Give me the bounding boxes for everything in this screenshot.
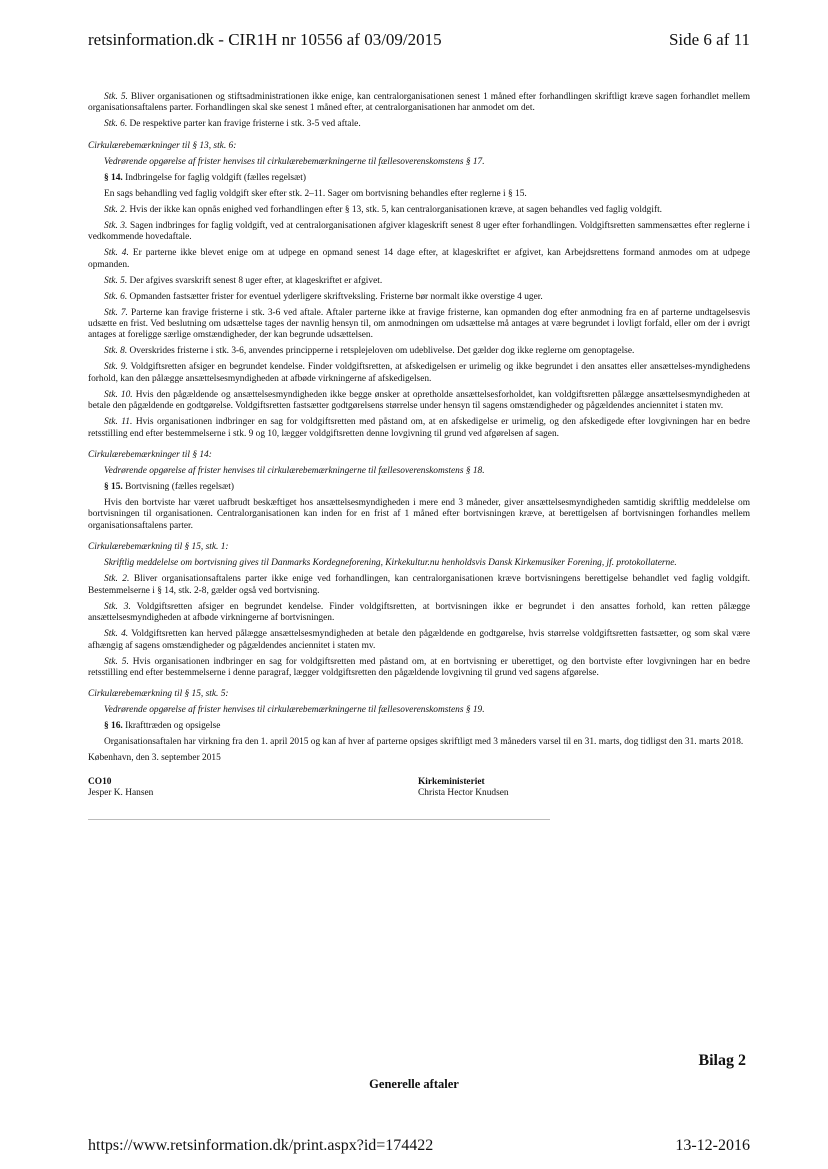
paragraph-text: Hvis organisationen indbringer en sag for voldgiftsretten med påstand om, at en bortvisning er uberettiget, og den bortviste efter lovgivningen har en bedre retsstilling end efter bestemmelserne i denne paragraf, lægger voldgiftsretten den pågældende lovgivning til grund ved sagens afgørelse. [88,656,750,678]
signature-right [418,777,509,800]
subsection-label: Stk. 8. [104,346,128,357]
subsection-paragraph [88,92,750,115]
subsection-paragraph [88,574,750,597]
commentary-heading: Cirkulærebemærkninger til § 13, stk. 6: [88,140,237,151]
signature-left [88,777,153,800]
signatory-org: CO10 [88,776,112,787]
paragraph-text: Hvis der ikke kan opnås enighed ved forhandlingen efter § 13, stk. 5, kan centralorganisationen kræve, at sagen behandles ved faglig voldgift. [127,204,663,215]
subsection-paragraph [88,629,750,652]
place-date: København, den 3. september 2015 [88,753,221,764]
subsection-label: Stk. 6. [104,119,128,130]
paragraph-text: Hvis organisationen indbringer en sag for voldgiftsretten med påstand om, at en afskedigelse er urimelig, og den afskedigede efter lovgivningen har en bedre retsstilling end efter bestemmelserne i stk. 9 og 10, lægger voldgiftsretten denne lovgivning til grund ved afgørelsen af sagen. [88,417,750,439]
commentary-heading: Cirkulærebemærkning til § 15, stk. 5: [88,689,229,700]
subsection-label: Stk. 3. [104,220,128,231]
paragraph-text: Voldgiftsretten kan herved pålægge ansættelsesmyndigheden at betale den pågældende en godtgørelse, hvis størrelse voldgiftsretten fastsætter, og som skal være afhængig af sagens omstændigheder og pågældendes anciennitet i staten mv. [88,629,750,651]
divider [88,819,550,820]
subsection-paragraph [88,276,750,287]
annex-label: Bilag 2 [698,1052,746,1069]
section-number: § 14. [104,172,123,183]
document-body [88,92,750,817]
paragraph-text: Overskrides fristerne i stk. 3-6, anvendes principperne i retsplejeloven om udeblivelse. Det gælder dog ikke reglerne om genoptagelse. [127,346,635,357]
paragraph-text: Bortvisning (fælles regelsæt) [122,482,234,493]
subsection-paragraph [88,362,750,385]
paragraph-text: Bliver organisationen og stiftsadministrationen ikke enige, kan centralorganisationen senest 1 måned efter forhandlingen skriftligt kræve sagen forhandlet mellem organisationsaftalens parter. Forhandlingen skal ske senest 1 måned efter, at centralorganisationen har anmodet om det. [88,92,750,114]
subsection-label: Stk. 9. [104,362,128,373]
paragraph-text: Der afgives svarskrift senest 8 uger efter, at klageskriftet er afgivet. [127,275,383,286]
paragraph-text: Opmanden fastsætter frister for eventuel yderligere skriftveksling. Fristerne bør normalt ikke overstige 4 uger. [127,291,543,302]
source-url: https://www.retsinformation.dk/print.aspx?id=174422 [88,1137,434,1154]
subsection-label: Stk. 7. [104,307,128,318]
subsection-paragraph [88,602,750,625]
subsection-label: Stk. 6. [104,291,128,302]
signature-block [88,777,750,817]
subsection-paragraph [88,205,750,216]
paragraph-text: Parterne kan fravige fristerne i stk. 3-6 ved aftale. Aftaler parterne ikke at fravige fristerne, kan opmanden dog efter anmodning fra en af parterne undtagelsesvis udsætte en frist. Ved beslutning om udsættelse tages der navnlig hensyn til, om anmodningen om udsættelse må antages at være begrundet i lovligt forfald, eller om der i øvrigt antages at foreligge særlige omstændigheder, der kan begrunde udsættelsen. [88,307,750,341]
subsection-paragraph [88,248,750,271]
paragraph: Hvis den bortviste har været uafbrudt beskæftiget hos ansættelsesmyndigheden i mere end 3 måneder, giver ansættelsesmyndigheden samtidig skriftlig meddelelse om bortvisningen til organisationen. Centralorganisationen kan inden for en frist af 1 måned efter bortvisningen kræve, at berettigelsen af bortvisningen forhandles mellem organisationsaftalens parter. [88,498,750,531]
commentary-note: Vedrørende opgørelse af frister henvises til cirkulærebemærkningerne til fællesoverenskomstens § 19. [104,705,485,716]
paragraph-text: Bliver organisationsaftalens parter ikke enige ved forhandlingen, kan centralorganisationen kræve bortvisningens berettigelse behandlet ved faglig voldgift. Bestemmelserne i § 14, stk. 2-8, gælder også ved bortvisning. [88,574,750,596]
page-number: Side 6 af 11 [668,30,750,49]
subsection-label: Stk. 3. [104,601,131,612]
subsection-label: Stk. 4. [104,629,129,640]
section-heading [88,721,750,732]
signatory-name: Jesper K. Hansen [88,788,154,799]
paragraph: En sags behandling ved faglig voldgift sker efter stk. 2–11. Sager om bortvisning behandles efter reglerne i § 15. [104,188,527,199]
signatory-name: Christa Hector Knudsen [418,788,509,799]
subsection-label: Stk. 11. [104,417,133,428]
subsection-paragraph [88,657,750,680]
paragraph-text: Voldgiftsretten afsiger en begrundet kendelse. Finder voldgiftsretten, at bortvisningen ikke er begrundet i den ansattes forhold, kan retten pålægge ansættelsesmyndigheden at afbøde virkningerne af bortvisningen. [88,601,750,624]
section-heading [88,173,750,184]
subsection-label: Stk. 10. [104,389,133,400]
paragraph-text: Hvis den pågældende og ansættelsesmyndigheden ikke begge ønsker at opretholde ansættelsesforholdet, kan voldgiftsretten pålægge ansættelsesmyndigheden at betale den pågældende en godtgørelse. Voldgiftsretten fastsætter godtgørelsens størrelse under hensyn til sagens omstændigheder og pågældendes anciennitet i staten mv. [88,389,750,412]
commentary-heading: Cirkulærebemærkning til § 15, stk. 1: [88,542,229,553]
subsection-label: Stk. 4. [104,248,129,259]
paragraph-text: De respektive parter kan fravige fristerne i stk. 3-5 ved aftale. [127,119,361,130]
subsection-label: Stk. 2. [104,204,128,215]
annex-title: Generelle aftaler [369,1077,459,1091]
subsection-paragraph [88,292,750,303]
document-title: retsinformation.dk - CIR1H nr 10556 af 03/09/2015 [88,30,442,49]
subsection-label: Stk. 5. [104,656,129,667]
section-number: § 15. [104,482,123,493]
section-number: § 16. [104,721,123,732]
paragraph-text: Indbringelse for faglig voldgift (fælles regelsæt) [122,172,307,183]
subsection-label: Stk. 5. [104,92,128,102]
commentary-note: Skriftlig meddelelse om bortvisning gives til Danmarks Kordegneforening, Kirkekultur.nu henholdsvis Dansk Kirkemusiker Forening, jf. protokollaterne. [104,558,677,569]
subsection-label: Stk. 5. [104,275,128,286]
print-date: 13-12-2016 [675,1137,750,1154]
subsection-paragraph [88,308,750,342]
paragraph-text: Voldgiftsretten afsiger en begrundet kendelse. Finder voldgiftsretten, at afskedigelsen er urimelig og ikke begrundet i den ansattes eller ansættelses-myndighedens forhold, kan den pålægge ansættelsesmyndigheden at afbøde virkningerne af afskedigelsen. [88,362,750,384]
subsection-paragraph [88,390,750,413]
page-header [88,30,750,54]
section-heading [88,482,750,493]
commentary-heading: Cirkulærebemærkninger til § 14: [88,450,212,461]
subsection-paragraph [88,417,750,440]
subsection-paragraph [88,346,750,357]
paragraph: Organisationsaftalen har virkning fra den 1. april 2015 og kan af hver af parterne opsiges skriftligt med 3 måneders varsel til en 31. marts, dog tidligst den 31. marts 2018. [104,737,744,748]
commentary-note: Vedrørende opgørelse af frister henvises til cirkulærebemærkningerne til fællesoverenskomstens § 17. [104,156,485,167]
paragraph-text: Er parterne ikke blevet enige om at udpege en opmand senest 14 dage efter, at klageskriftet er afgivet, kan Arbejdsrettens formand anmodes om at udpege opmanden. [88,248,750,270]
paragraph-text: Ikrafttræden og opsigelse [122,721,221,732]
subsection-paragraph [88,119,750,130]
subsection-paragraph [88,221,750,244]
paragraph-text: Sagen indbringes for faglig voldgift, ved at centralorganisationen afgiver klageskrift senest 8 uger efter forhandlingen. Voldgiftsretten sammensættes efter reglerne i vedkommende hovedaftale. [88,220,750,243]
commentary-note: Vedrørende opgørelse af frister henvises til cirkulærebemærkningerne til fællesoverenskomstens § 18. [104,466,485,477]
signatory-org: Kirkeministeriet [418,776,485,787]
subsection-label: Stk. 2. [104,574,130,585]
